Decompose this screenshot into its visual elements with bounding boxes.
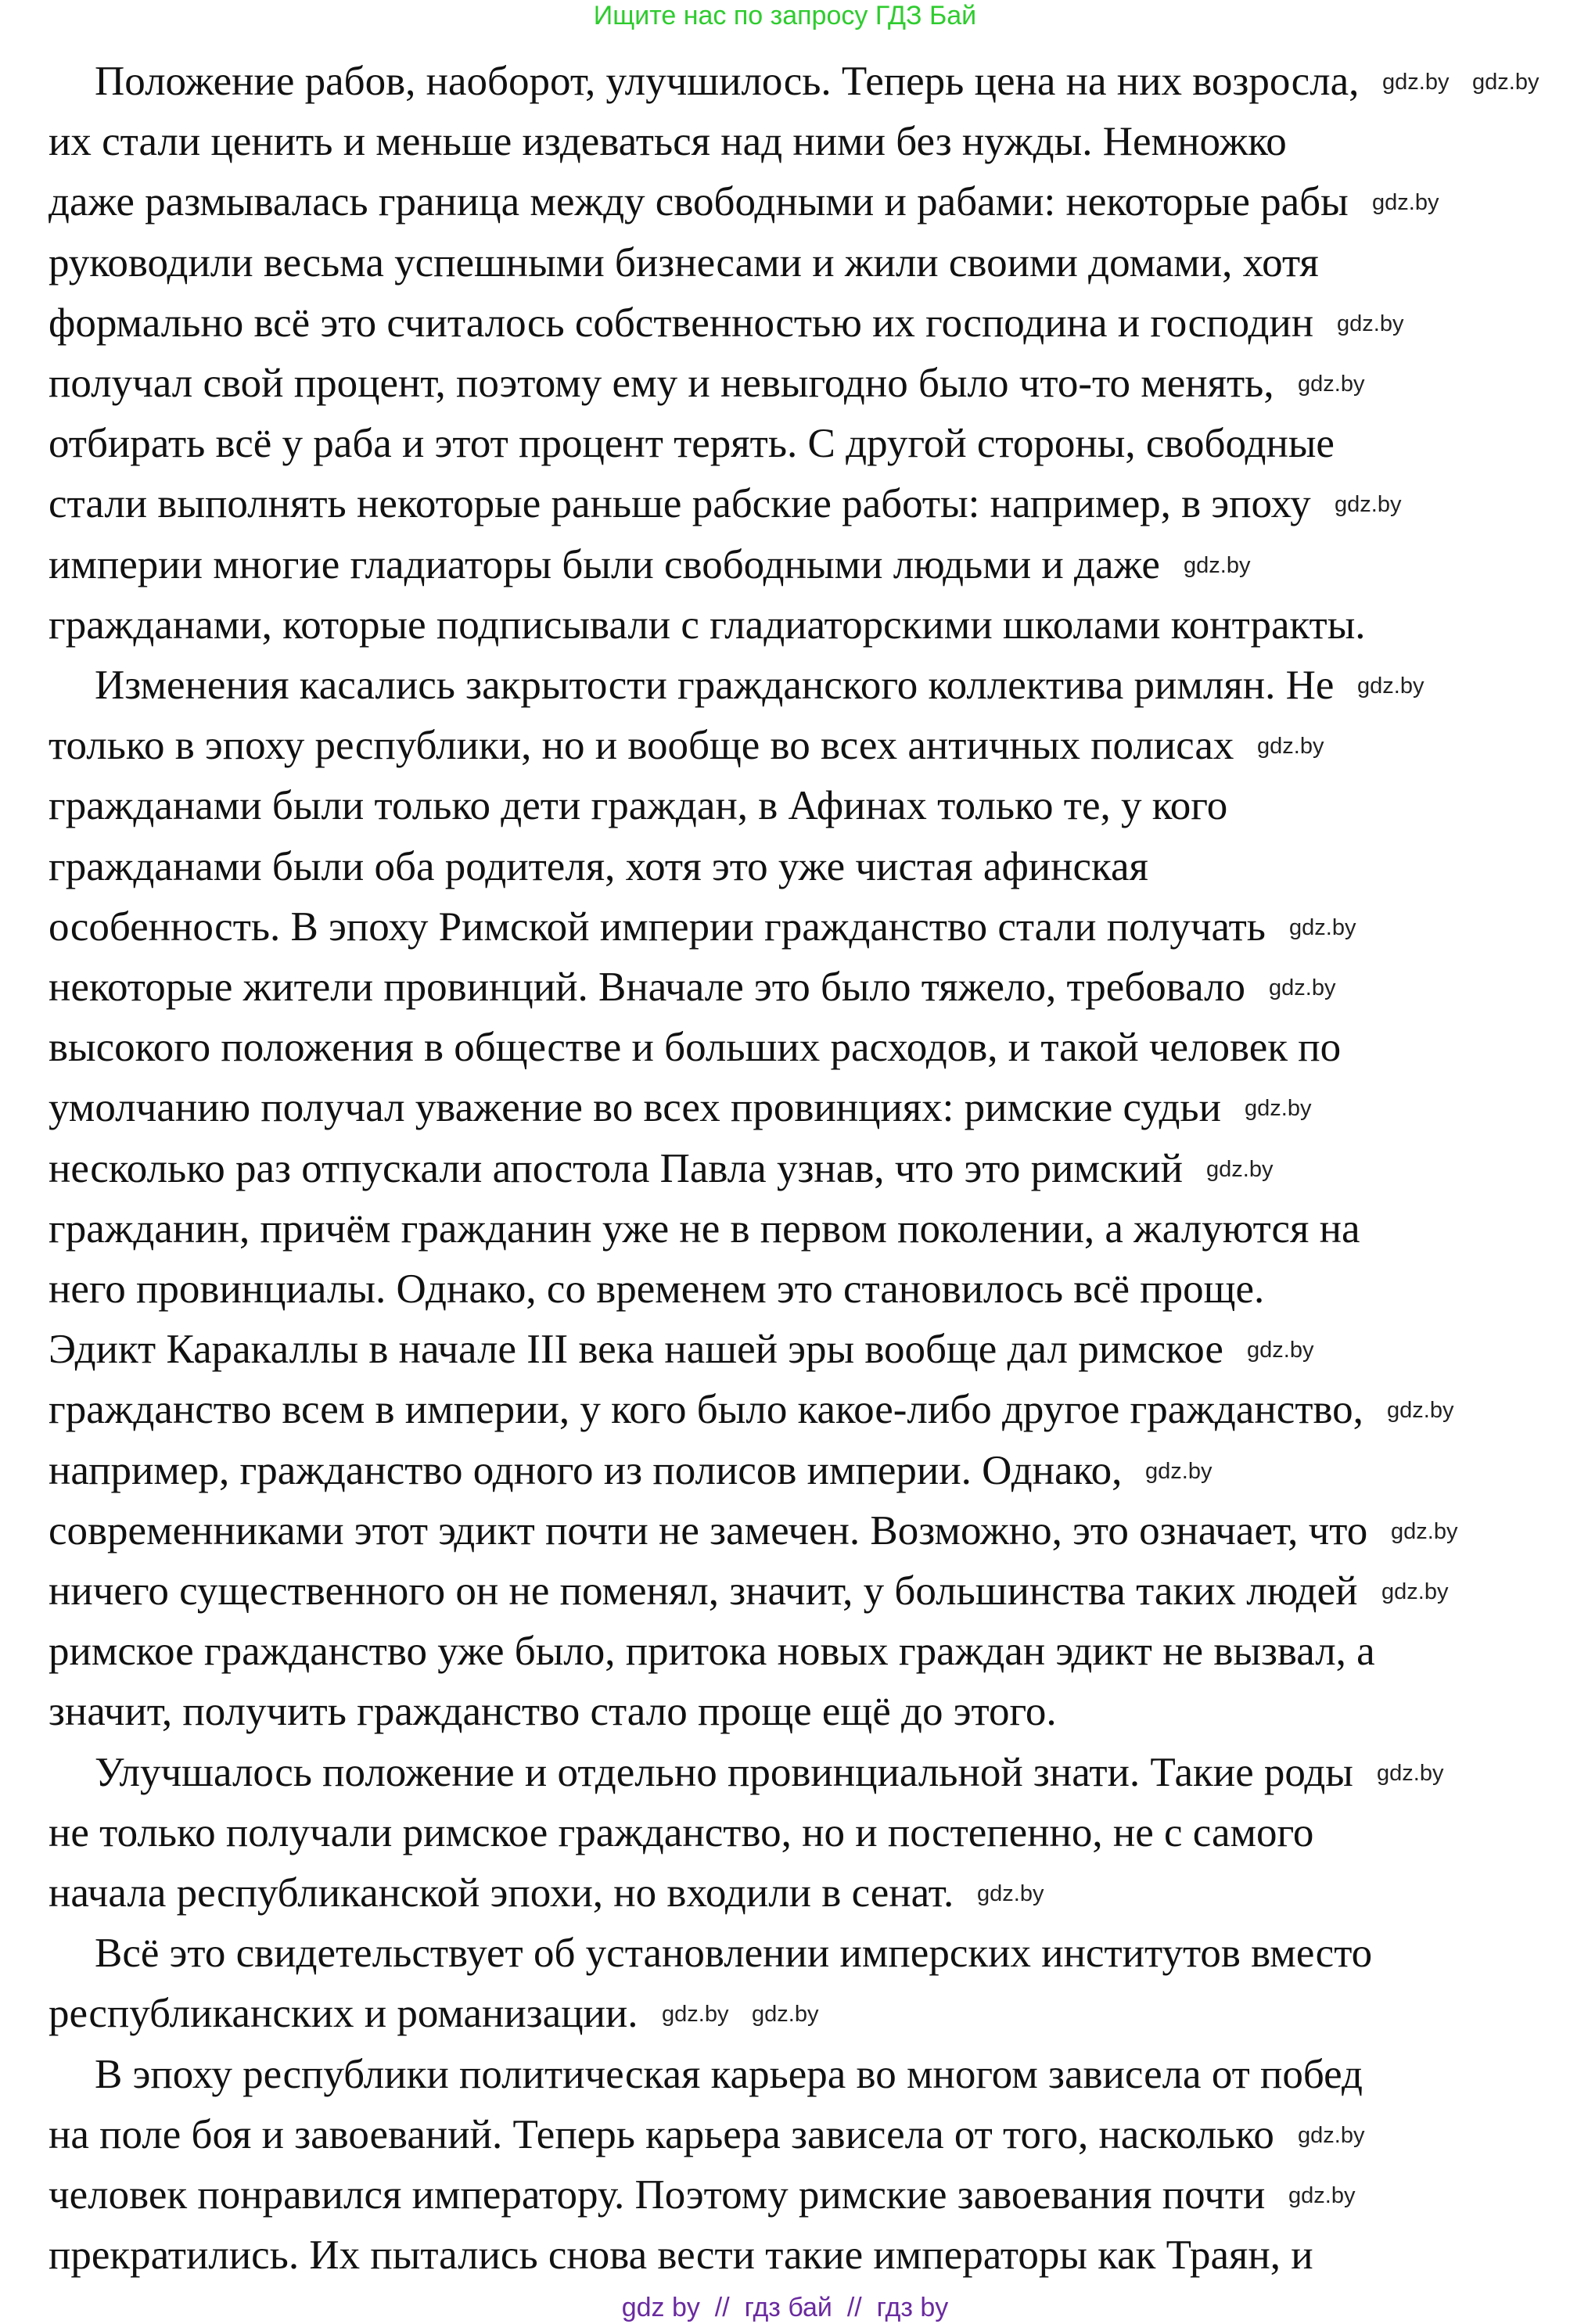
watermark: gdz.by bbox=[1269, 975, 1336, 1000]
watermark: gdz.by bbox=[1247, 1338, 1314, 1363]
watermark: gdz.by bbox=[1245, 1096, 1312, 1121]
search-banner: Ищите нас по запросу ГДЗ Бай bbox=[593, 1, 977, 31]
text-line: стали выполнять некоторые раньше рабские работы: например, в эпоху bbox=[49, 481, 1311, 527]
text-line: гражданами были оба родителя, хотя это уже чистая афинская bbox=[49, 843, 1148, 889]
text-line: некоторые жители провинций. Вначале это было тяжело, требовало bbox=[49, 964, 1246, 1010]
watermark: gdz.by bbox=[1298, 372, 1365, 397]
text-line: гражданами были только дети граждан, в Афинах только те, у кого bbox=[49, 783, 1228, 829]
watermark: gdz.by bbox=[1206, 1157, 1274, 1182]
watermark: gdz.by bbox=[1298, 2123, 1365, 2148]
watermark: gdz.by bbox=[1357, 673, 1424, 699]
watermark: gdz.by bbox=[752, 2002, 819, 2027]
text-line: Эдикт Каракаллы в начале III века нашей эры вообще дал римское bbox=[49, 1327, 1223, 1373]
text-line: прекратились. Их пытались снова вести такие императоры как Траян, и bbox=[49, 2232, 1313, 2279]
watermark: gdz.by bbox=[1145, 1459, 1213, 1484]
text-line: В эпоху республики политическая карьера во многом зависела от побед bbox=[95, 2051, 1363, 2097]
text-line: руководили весьма успешными бизнесами и жили своими домами, хотя bbox=[49, 239, 1319, 286]
watermark: gdz.by bbox=[1387, 1398, 1454, 1423]
text-line: гражданство всем в империи, у кого было какое-либо другое гражданство, bbox=[49, 1387, 1363, 1433]
text-line: Всё это свидетельствует об установлении имперских институтов вместо bbox=[95, 1931, 1373, 1977]
watermark: gdz.by bbox=[977, 1881, 1044, 1906]
text-line: Изменения касались закрытости гражданского коллектива римлян. Не bbox=[95, 663, 1335, 708]
text-line: умолчанию получал уважение во всех провинциях: римские судьи bbox=[49, 1085, 1221, 1131]
text-line: гражданин, причём гражданин уже не в первом поколении, а жалуются на bbox=[49, 1205, 1360, 1252]
text-line: человек понравился императору. Поэтому римские завоевания почти bbox=[49, 2172, 1266, 2218]
text-line: формально всё это считалось собственностью их господина и господин bbox=[49, 300, 1314, 346]
watermark: gdz.by bbox=[1381, 1579, 1449, 1604]
text-line: не только получали римское гражданство, но и постепенно, не с самого bbox=[49, 1809, 1314, 1855]
watermark: gdz.by bbox=[1377, 1761, 1444, 1786]
text-line: даже размывалась граница между свободными и рабами: некоторые рабы bbox=[49, 179, 1349, 225]
text-line: ничего существенного он не поменял, значит, у большинства таких людей bbox=[49, 1568, 1358, 1614]
watermark: gdz.by bbox=[1472, 70, 1539, 95]
text-line: высокого положения в обществе и больших расходов, и такой человек по bbox=[49, 1025, 1342, 1071]
text-line: республиканских и романизации. bbox=[49, 1991, 638, 2037]
watermark: gdz.by bbox=[1184, 553, 1251, 578]
watermark: gdz.by bbox=[1382, 70, 1450, 95]
text-line: современниками этот эдикт почти не замечен. Возможно, это означает, что bbox=[49, 1507, 1368, 1554]
watermark: gdz.by bbox=[1372, 190, 1439, 215]
watermark: gdz.by bbox=[1337, 311, 1404, 336]
text-line: Улучшалось положение и отдельно провинциальной знати. Такие роды bbox=[95, 1749, 1353, 1795]
text-line: только в эпоху республики, но и вообще во всех античных полисах bbox=[49, 723, 1234, 769]
text-line: особенность. В эпоху Римской империи гражданство стали получать bbox=[49, 903, 1266, 950]
watermark: gdz.by bbox=[1391, 1519, 1458, 1544]
text-line: гражданами, которые подписывали с гладиаторскими школами контракты. bbox=[49, 602, 1366, 648]
text-line: значит, получить гражданство стало проще ещё до этого. bbox=[49, 1689, 1057, 1735]
text-line: несколько раз отпускали апостола Павла узнав, что это римский bbox=[49, 1145, 1184, 1191]
text-line: их стали ценить и меньше издеваться над ними без нужды. Немножко bbox=[49, 119, 1287, 165]
watermark: gdz.by bbox=[1288, 2183, 1356, 2208]
text-line: начала республиканской эпохи, но входили в сенат. bbox=[49, 1870, 954, 1916]
watermark: gdz.by bbox=[662, 2002, 729, 2027]
text-line: на поле боя и завоеваний. Теперь карьера зависела от того, насколько bbox=[49, 2111, 1274, 2157]
text-line: отбирать всё у раба и этот процент терять. С другой стороны, свободные bbox=[49, 421, 1335, 467]
text-line: римское гражданство уже было, притока новых граждан эдикт не вызвал, а bbox=[49, 1629, 1375, 1675]
watermark: gdz.by bbox=[1257, 734, 1324, 759]
text-line: например, гражданство одного из полисов империи. Однако, bbox=[49, 1447, 1123, 1493]
text-line: Положение рабов, наоборот, улучшилось. Теперь цена на них возросла, bbox=[95, 59, 1360, 104]
text-line: него провинциалы. Однако, со временем это становилось всё проще. bbox=[49, 1266, 1265, 1312]
text-line: империи многие гладиаторы были свободными людьми и даже bbox=[49, 541, 1160, 587]
footer-links: gdz by // гдз бай // гдз by bbox=[621, 2293, 949, 2322]
watermark: gdz.by bbox=[1335, 492, 1402, 517]
text-line: получал свой процент, поэтому ему и невыгодно было что-то менять, bbox=[49, 361, 1274, 406]
watermark: gdz.by bbox=[1289, 915, 1356, 940]
